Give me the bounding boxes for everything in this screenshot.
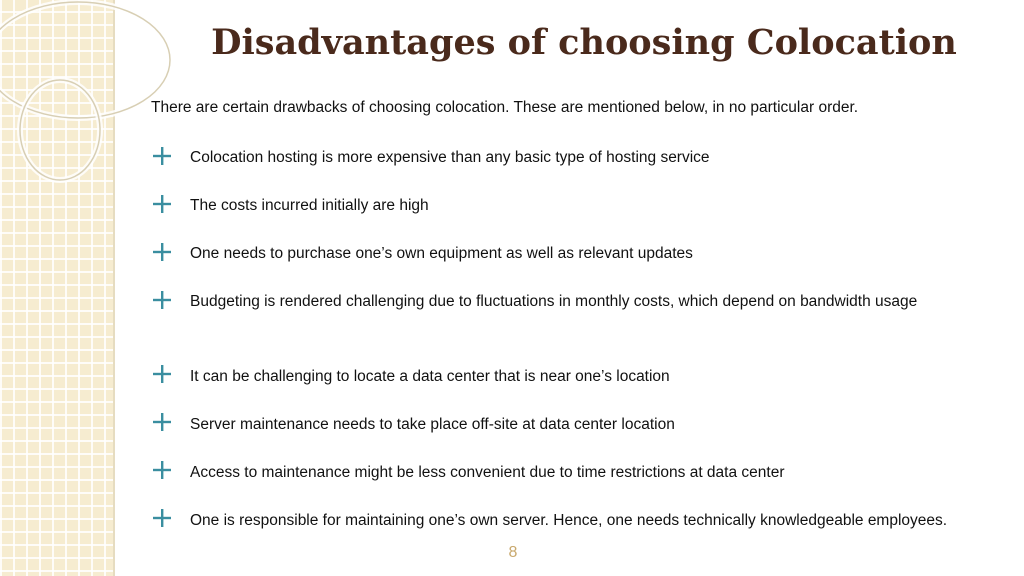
bullet-text: Server maintenance needs to take place off-site at data center location	[190, 416, 675, 433]
bullet-text: The costs incurred initially are high	[190, 197, 429, 214]
intro-text: There are certain drawbacks of choosing colocation. These are mentioned below, in no particular order.	[151, 99, 859, 116]
plus-icon	[152, 508, 172, 528]
plus-icon	[152, 364, 172, 384]
bullet-text: Access to maintenance might be less convenient due to time restrictions at data center	[190, 464, 785, 481]
slide-title: Disadvantages of choosing Colocation	[211, 22, 957, 63]
plus-icon	[152, 290, 172, 310]
plus-icon	[152, 242, 172, 262]
bullet-text: It can be challenging to locate a data center that is near one’s location	[190, 368, 670, 385]
bullet-text: Budgeting is rendered challenging due to fluctuations in monthly costs, which depend on bandwidth usage	[190, 293, 918, 310]
plus-icon	[152, 146, 172, 166]
page-number: 8	[508, 544, 518, 561]
plus-icon	[152, 412, 172, 432]
bullet-text: One is responsible for maintaining one’s own server. Hence, one needs technically knowledgeable employees.	[190, 512, 948, 529]
bullet-text: Colocation hosting is more expensive than any basic type of hosting service	[190, 149, 710, 166]
plus-icon	[152, 460, 172, 480]
bullet-text: One needs to purchase one’s own equipment as well as relevant updates	[190, 245, 693, 262]
plus-icon	[152, 194, 172, 214]
